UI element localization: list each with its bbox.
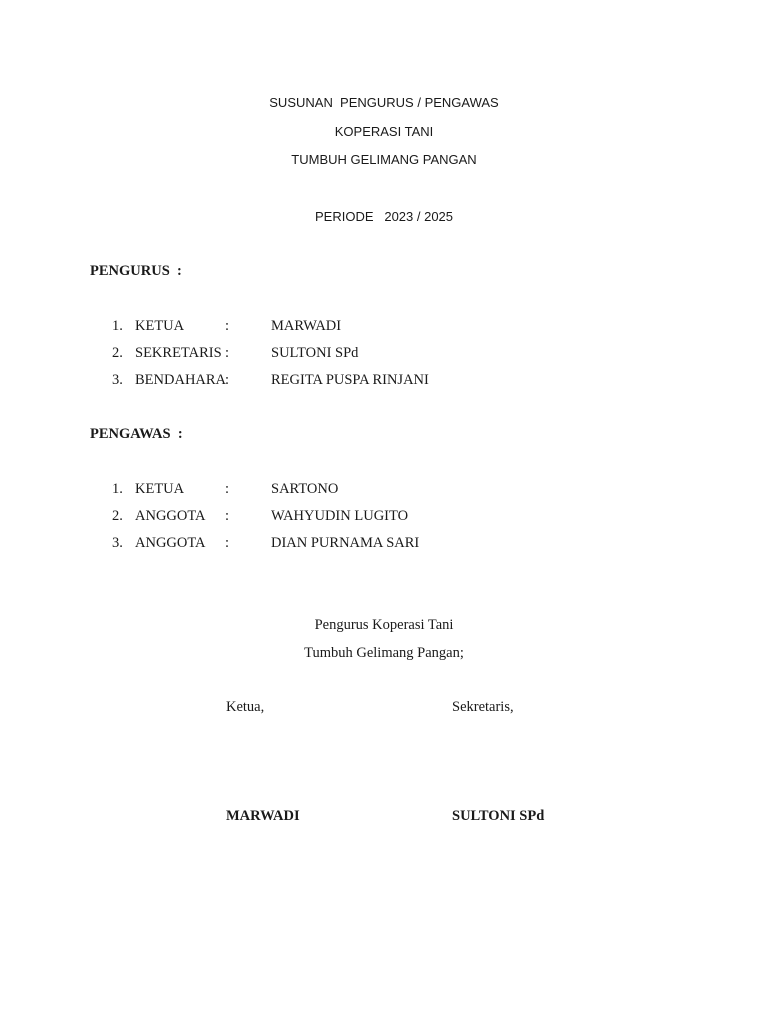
row-colon: : [225, 372, 230, 388]
signature-title-sekretaris: Sekretaris, [452, 699, 514, 715]
header-org-name: TUMBUH GELIMANG PANGAN [291, 152, 477, 167]
row-number: 3. [112, 372, 123, 388]
row-role: BENDAHARA [135, 372, 227, 388]
row-number: 1. [112, 318, 123, 334]
pengawas-row [0, 481, 768, 501]
row-name: DIAN PURNAMA SARI [271, 535, 420, 551]
pengurus-row [0, 372, 768, 392]
pengawas-label: PENGAWAS : [90, 426, 183, 442]
row-role: ANGGOTA [135, 508, 206, 524]
row-name: WAHYUDIN LUGITO [271, 508, 409, 524]
row-colon: : [225, 535, 230, 551]
pengawas-row [0, 535, 768, 555]
signature-name-sekretaris: SULTONI SPd [452, 808, 545, 824]
row-number: 2. [112, 345, 123, 361]
row-name: SARTONO [271, 481, 339, 497]
pengurus-label: PENGURUS : [90, 263, 182, 279]
pengurus-row [0, 345, 768, 365]
closing-org: Pengurus Koperasi Tani [314, 617, 454, 633]
row-colon: : [225, 481, 230, 497]
row-name: MARWADI [271, 318, 342, 334]
row-role: SEKRETARIS [135, 345, 222, 361]
row-name: REGITA PUSPA RINJANI [271, 372, 429, 388]
signature-title-ketua: Ketua, [226, 699, 265, 715]
row-colon: : [225, 508, 230, 524]
header-period: PERIODE 2023 / 2025 [314, 209, 454, 224]
row-number: 1. [112, 481, 123, 497]
row-colon: : [225, 345, 230, 361]
closing-org-name: Tumbuh Gelimang Pangan; [304, 645, 464, 661]
row-number: 3. [112, 535, 123, 551]
row-role: ANGGOTA [135, 535, 206, 551]
pengurus-row [0, 318, 768, 338]
signature-name-ketua: MARWADI [226, 808, 300, 824]
header-org: KOPERASI TANI [334, 124, 434, 139]
pengawas-row [0, 508, 768, 528]
row-number: 2. [112, 508, 123, 524]
row-role: KETUA [135, 481, 185, 497]
row-role: KETUA [135, 318, 185, 334]
row-name: SULTONI SPd [271, 345, 359, 361]
row-colon: : [225, 318, 230, 334]
header-title: SUSUNAN PENGURUS / PENGAWAS [269, 95, 499, 110]
